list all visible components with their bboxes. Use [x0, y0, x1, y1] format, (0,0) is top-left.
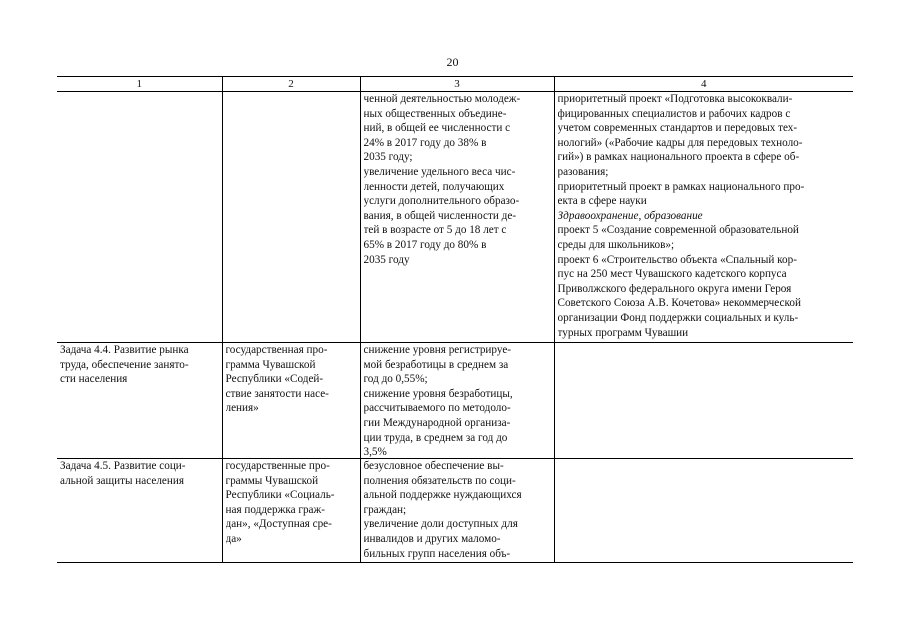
column-header-4: 4 [554, 77, 853, 92]
column-header-1: 1 [57, 77, 222, 92]
project-paragraph: проект 6 «Строительство объекта «Спальный кор- пус на 250 мест Чувашского кадетского корпуса Приволжского федерального округа имени Героя Советского Союза А.В. Кочетова» некоммерческой организации Фонд поддержки социальных и куль- турных программ Чувашии [557, 253, 801, 339]
task-text: Задача 4.4. Развитие рынка труда, обеспечение занято- сти населения [60, 344, 189, 386]
indicator-paragraph: увеличение удельного веса чис- ленности детей, получающих услуги дополнительного образо- вания, в общей численности де- тей в возрасте от 5 до 18 лет с 65% в 2017 году до 80% в 2035 году [363, 165, 520, 266]
program-text: государственная про- грамма Чувашской Республики «Содей- ствие занятости насе- ления» [225, 344, 329, 415]
program-text: государственные про- граммы Чувашской Республики «Социаль- ная поддержка граж- дан», «Доступная сре- да» [225, 460, 335, 545]
indicator-paragraph: ченной деятельностью молодеж- ных общественных объедине- ний, в общей ее численности с 24% в 2017 году до 38% в 2035 году; [363, 93, 521, 164]
table-header-row [57, 77, 853, 92]
indicator-paragraph: снижение уровня регистрируе- мой безработицы в среднем за год до 0,55%; [363, 344, 512, 386]
indicator-paragraph: безусловное обеспечение вы- полнения обязательств по соци- альной поддержке нуждающихся граждан; [363, 460, 522, 516]
table-row [57, 459, 853, 563]
indicator-cell [360, 343, 554, 459]
indicator-cell [360, 92, 554, 343]
indicator-cell [360, 459, 554, 563]
program-cell [222, 459, 360, 563]
column-header-3: 3 [360, 77, 554, 92]
task-cell [57, 343, 222, 459]
table-row [57, 92, 853, 343]
project-cell [554, 92, 853, 343]
indicator-paragraph: снижение уровня безработицы, рассчитываемого по методоло- гии Международной организа- ции труда, в среднем за год до 3,5% [363, 387, 513, 457]
task-cell [57, 459, 222, 563]
task-text: Задача 4.5. Развитие соци- альной защиты населения [60, 460, 186, 487]
program-cell [222, 92, 360, 343]
indicator-paragraph: увеличение доли доступных для инвалидов и других маломо- бильных групп населения объ- [363, 518, 518, 560]
table-row [57, 343, 853, 459]
program-cell [222, 343, 360, 459]
document-table [57, 76, 853, 563]
project-paragraph: проект 5 «Создание современной образовательной среды для школьников»; [557, 224, 799, 251]
project-section-heading: Здравоохранение, образование [557, 209, 703, 222]
project-paragraph: приоритетный проект «Подготовка высококвали- фицированных специалистов и рабочих кадров с учетом современных стандартов и передовых тех- нологий» («Рабочие кадры для передовых техноло- гий») в рамках национального проекта в сфере об- разования; [557, 93, 803, 178]
task-cell [57, 92, 222, 343]
project-cell [554, 459, 853, 563]
page-number: 20 [446, 55, 459, 69]
column-header-2: 2 [222, 77, 360, 92]
project-cell [554, 343, 853, 459]
project-paragraph: приоритетный проект в рамках национального про- екта в сфере науки [557, 180, 805, 208]
